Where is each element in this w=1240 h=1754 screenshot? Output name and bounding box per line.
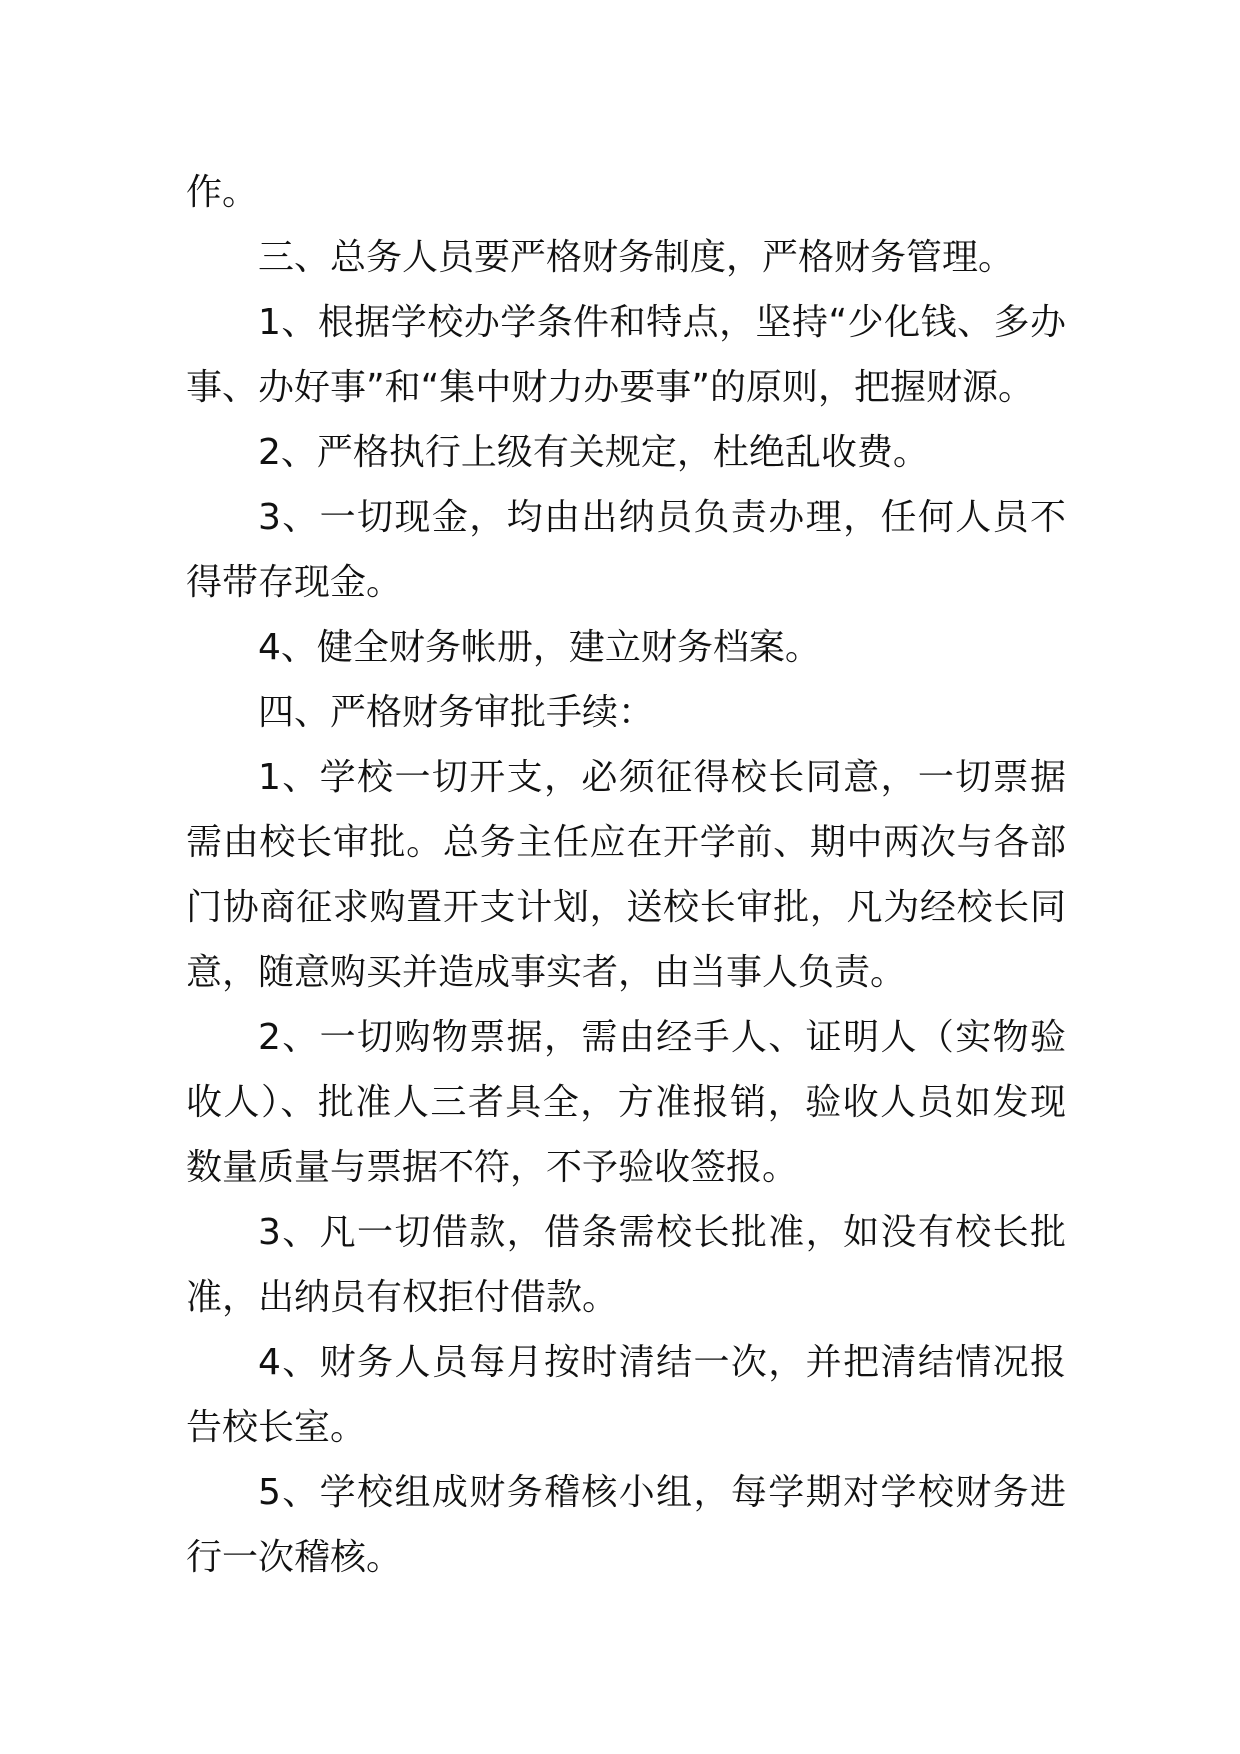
paragraph-approval-2: 2、一切购物票据，需由经手人、证明人（实物验收人）、批准人三者具全，方准报销，验收人员如发现数量质量与票据不符，不予验收签报。 <box>186 1017 1066 1188</box>
paragraph-item-2: 2、严格执行上级有关规定，杜绝乱收费。 <box>258 432 929 473</box>
document-body <box>186 160 1066 1590</box>
paragraph-approval-1: 1、学校一切开支，必须征得校长同意，一切票据需由校长审批。总务主任应在开学前、期中两次与各部门协商征求购置开支计划，送校长审批，凡为经校长同意，随意购买并造成事实者，由当事人负责。 <box>186 757 1066 993</box>
paragraph-approval-4: 4、财务人员每月按时清结一次，并把清结情况报告校长室。 <box>186 1342 1066 1448</box>
paragraph-item-3: 3、一切现金，均由出纳员负责办理，任何人员不得带存现金。 <box>186 497 1066 603</box>
paragraph-approval-5: 5、学校组成财务稽核小组，每学期对学校财务进行一次稽核。 <box>186 1472 1066 1578</box>
paragraph-item-1: 1、根据学校办学条件和特点，坚持“少化钱、多办事、办好事”和“集中财力办要事”的原则，把握财源。 <box>186 302 1066 408</box>
section-heading-three: 三、总务人员要严格财务制度，严格财务管理。 <box>258 237 1015 278</box>
paragraph-approval-3: 3、凡一切借款，借条需校长批准，如没有校长批准，出纳员有权拒付借款。 <box>186 1212 1066 1318</box>
paragraph-item-4: 4、健全财务帐册，建立财务档案。 <box>258 627 821 668</box>
section-heading-four: 四、严格财务审批手续： <box>258 692 655 733</box>
paragraph-continuation: 作。 <box>186 172 259 213</box>
